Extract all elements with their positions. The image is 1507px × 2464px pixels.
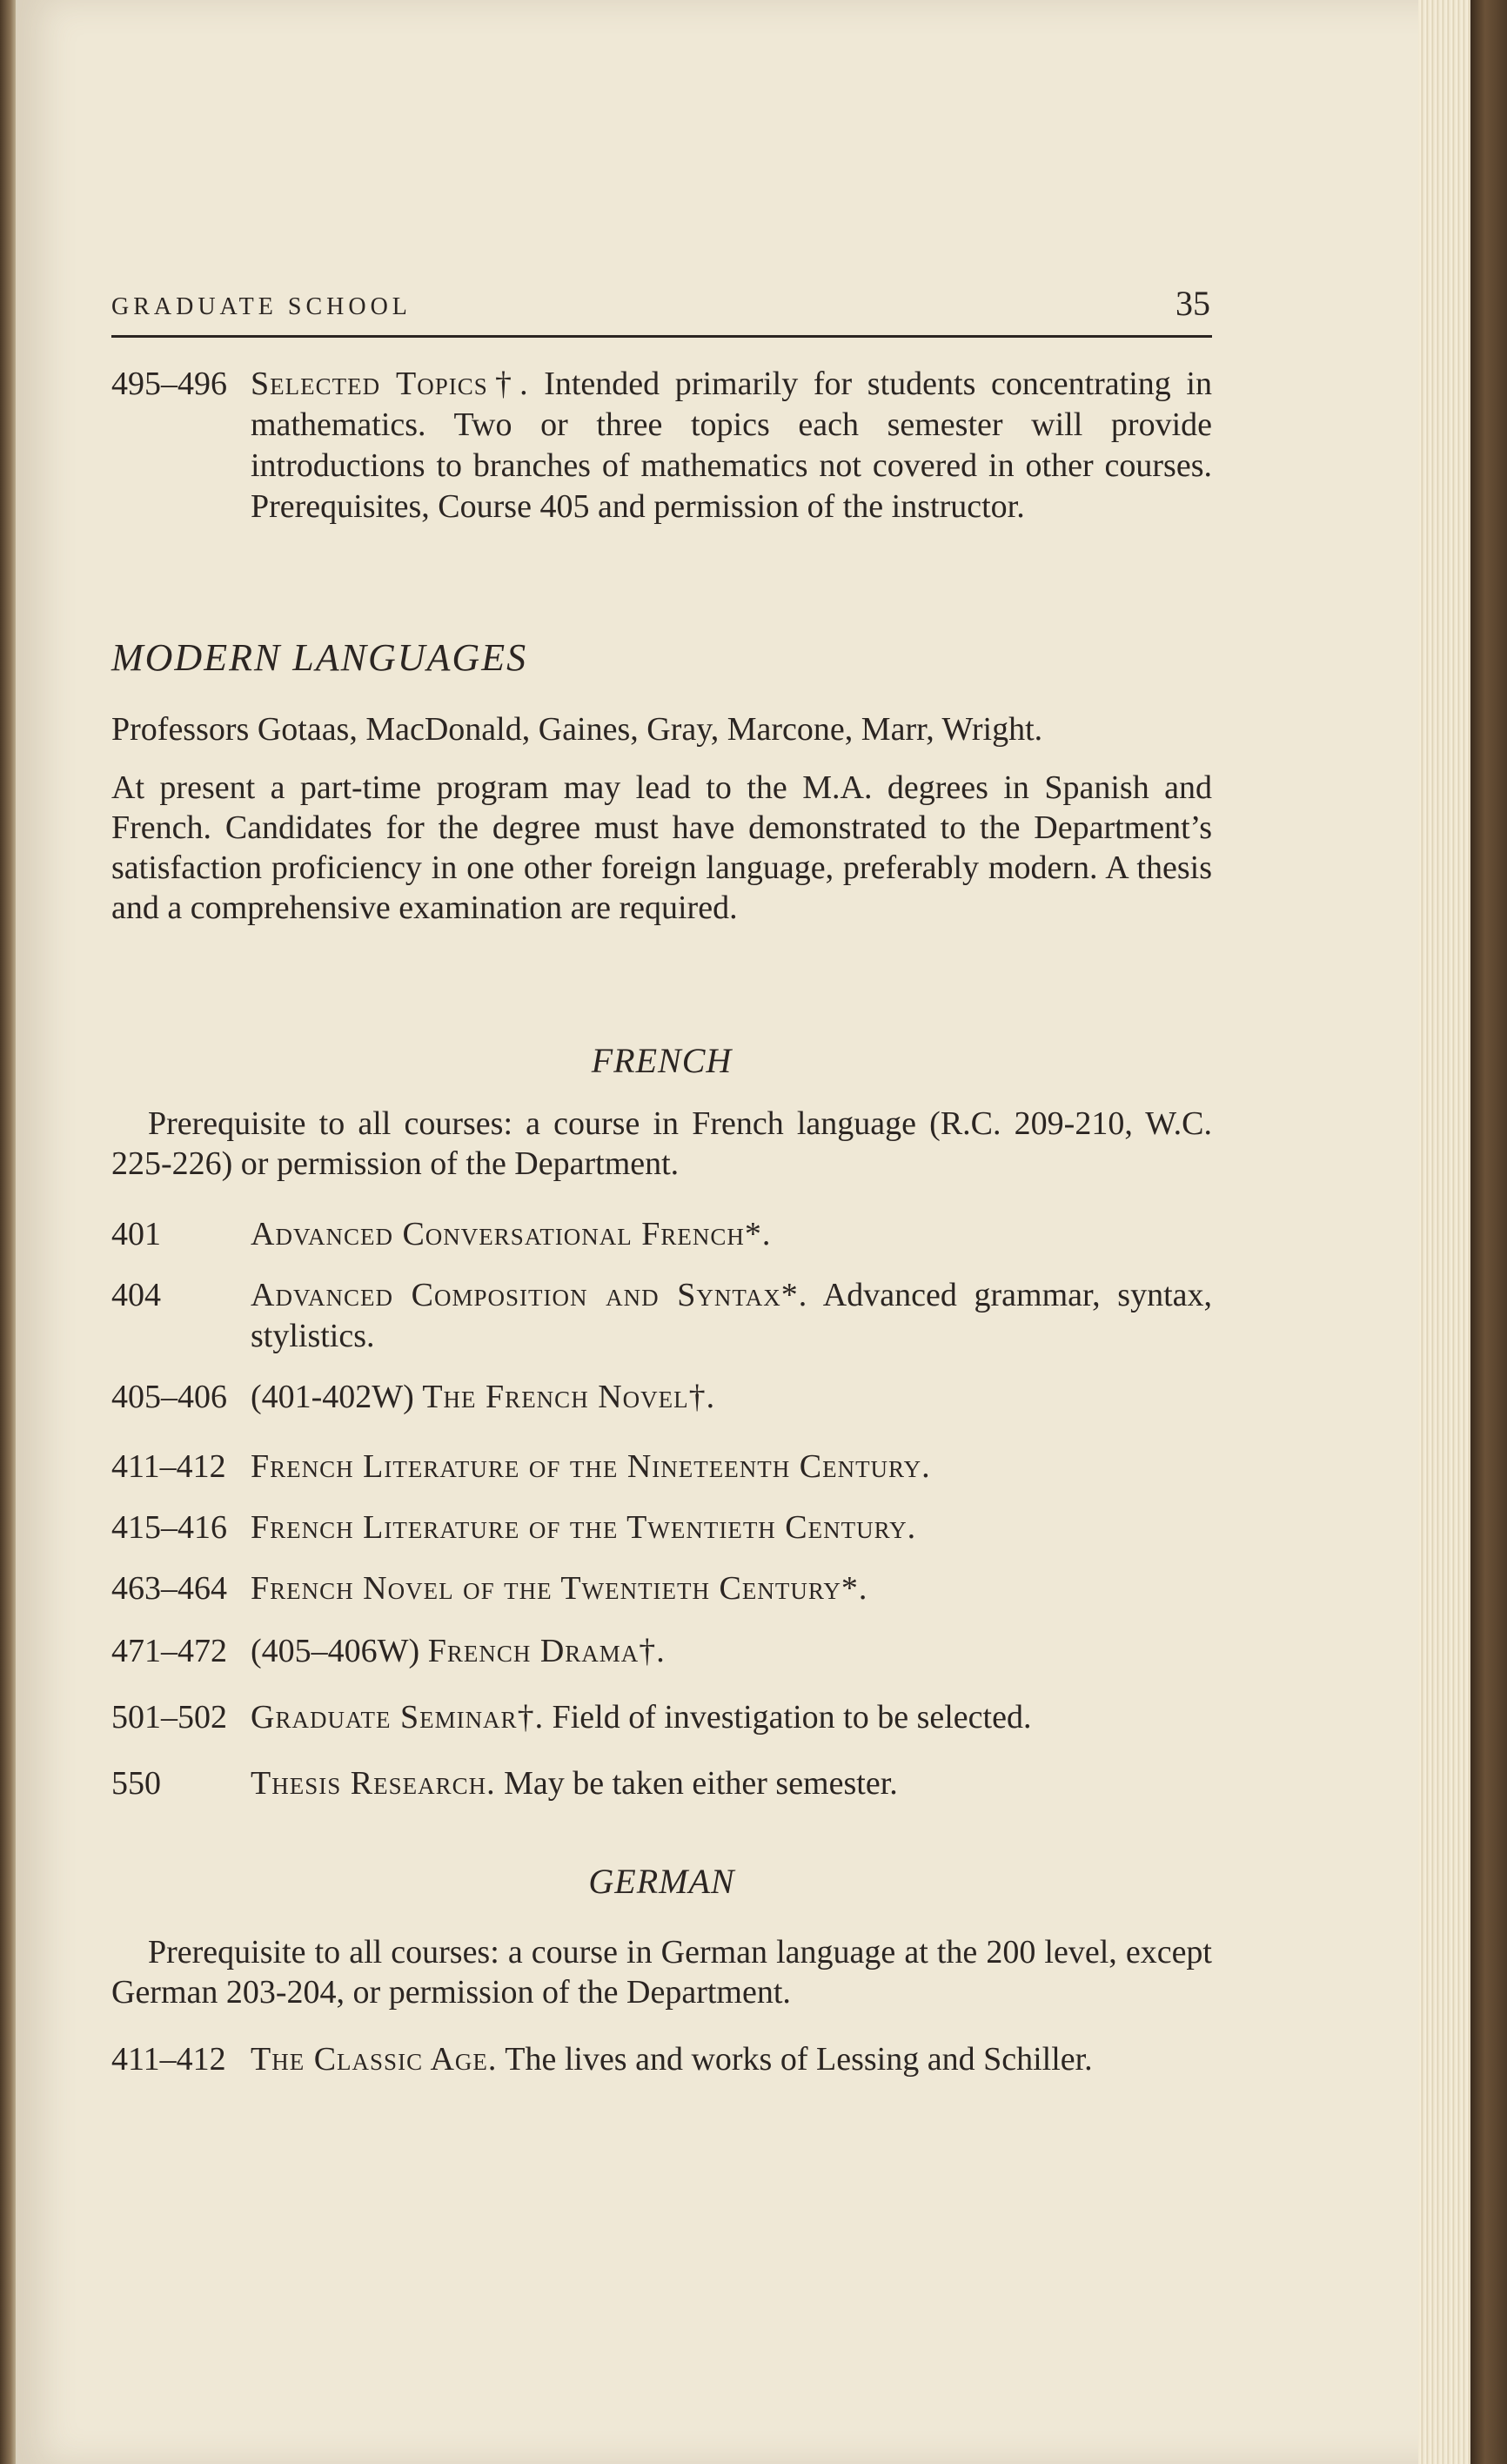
french-heading: FRENCH xyxy=(591,1041,733,1080)
course-title: French Novel of the Twentieth Century*. xyxy=(251,1570,868,1607)
book-cover-edge xyxy=(1470,0,1507,2464)
math-course-entry xyxy=(111,364,1212,527)
course-number: 401 xyxy=(111,1216,161,1252)
course-number: 404 xyxy=(111,1277,161,1313)
course-description: Field of investigation to be selected. xyxy=(552,1699,1032,1736)
course-title: The French Novel†. xyxy=(422,1379,716,1415)
course-description: May be taken either semester. xyxy=(504,1765,898,1802)
course-number: 463–464 xyxy=(111,1570,227,1607)
course-title: The Classic Age. xyxy=(251,2041,498,2078)
running-title: GRADUATE SCHOOL xyxy=(111,293,412,320)
course-number: 501–502 xyxy=(111,1699,227,1736)
french-course xyxy=(111,1275,1212,1357)
french-course xyxy=(111,1507,1212,1548)
course-title: Thesis Research. xyxy=(251,1765,496,1802)
french-course xyxy=(111,1377,1212,1418)
course-description: Intended primarily for students concentrating in mathematics. Two or three topics each semester will provide introductions to branches of mathematics not covered in other courses. Prerequisites, Course 405 and permission of the instructor. xyxy=(251,366,1212,525)
french-course xyxy=(111,1214,1212,1255)
french-course xyxy=(111,1447,1212,1487)
course-number: 495–496 xyxy=(111,366,227,402)
course-title: Advanced Composition and Syntax*. xyxy=(251,1277,808,1313)
course-title: French Drama†. xyxy=(427,1633,666,1669)
section-title: MODERN LANGUAGES xyxy=(111,636,528,679)
course-number: 405–406 xyxy=(111,1379,227,1415)
course-number: 411–412 xyxy=(111,2041,226,2078)
course-title: Selected Topics†. xyxy=(251,366,529,402)
course-title: Graduate Seminar†. xyxy=(251,1699,545,1736)
french-prerequisite: Prerequisite to all courses: a course in French language (R.C. 209-210, W.C. 225-226) or permission of the Department. xyxy=(111,1105,1212,1182)
running-head xyxy=(111,283,1212,338)
german-heading: GERMAN xyxy=(588,1862,735,1901)
course-title: French Literature of the Twentieth Century. xyxy=(251,1509,917,1546)
french-course xyxy=(111,1763,1212,1804)
german-prerequisite: Prerequisite to all courses: a course in German language at the 200 level, except German 203-204, or permission of the Department. xyxy=(111,1934,1212,2011)
german-course xyxy=(111,2039,1212,2080)
book-page xyxy=(16,0,1443,2464)
book-gutter xyxy=(0,0,17,2464)
course-title: French Literature of the Nineteenth Century. xyxy=(251,1448,931,1485)
course-prefix: (405–406W) xyxy=(251,1633,420,1669)
french-course xyxy=(111,1631,1212,1672)
french-course xyxy=(111,1697,1212,1738)
course-number: 471–472 xyxy=(111,1633,227,1669)
course-description: Advanced grammar, syntax, stylistics. xyxy=(251,1277,1212,1354)
page-stack-edge xyxy=(1418,0,1470,2464)
course-number: 411–412 xyxy=(111,1448,226,1485)
program-intro: At present a part-time program may lead to the M.A. degrees in Spanish and French. Candidates for the degree must have demonstrated to the Department’s satisfaction proficiency in one other foreign language, preferably modern. A thesis and a comprehensive examination are required. xyxy=(111,769,1212,926)
course-prefix: (401-402W) xyxy=(251,1379,414,1415)
page-number: 35 xyxy=(1175,284,1210,323)
course-title: Advanced Conversational French*. xyxy=(251,1216,772,1252)
course-number: 415–416 xyxy=(111,1509,227,1546)
course-description: The lives and works of Lessing and Schiller. xyxy=(505,2041,1093,2078)
french-course xyxy=(111,1568,1212,1609)
course-number: 550 xyxy=(111,1765,161,1802)
faculty-list: Professors Gotaas, MacDonald, Gaines, Gray, Marcone, Marr, Wright. xyxy=(111,711,1043,748)
